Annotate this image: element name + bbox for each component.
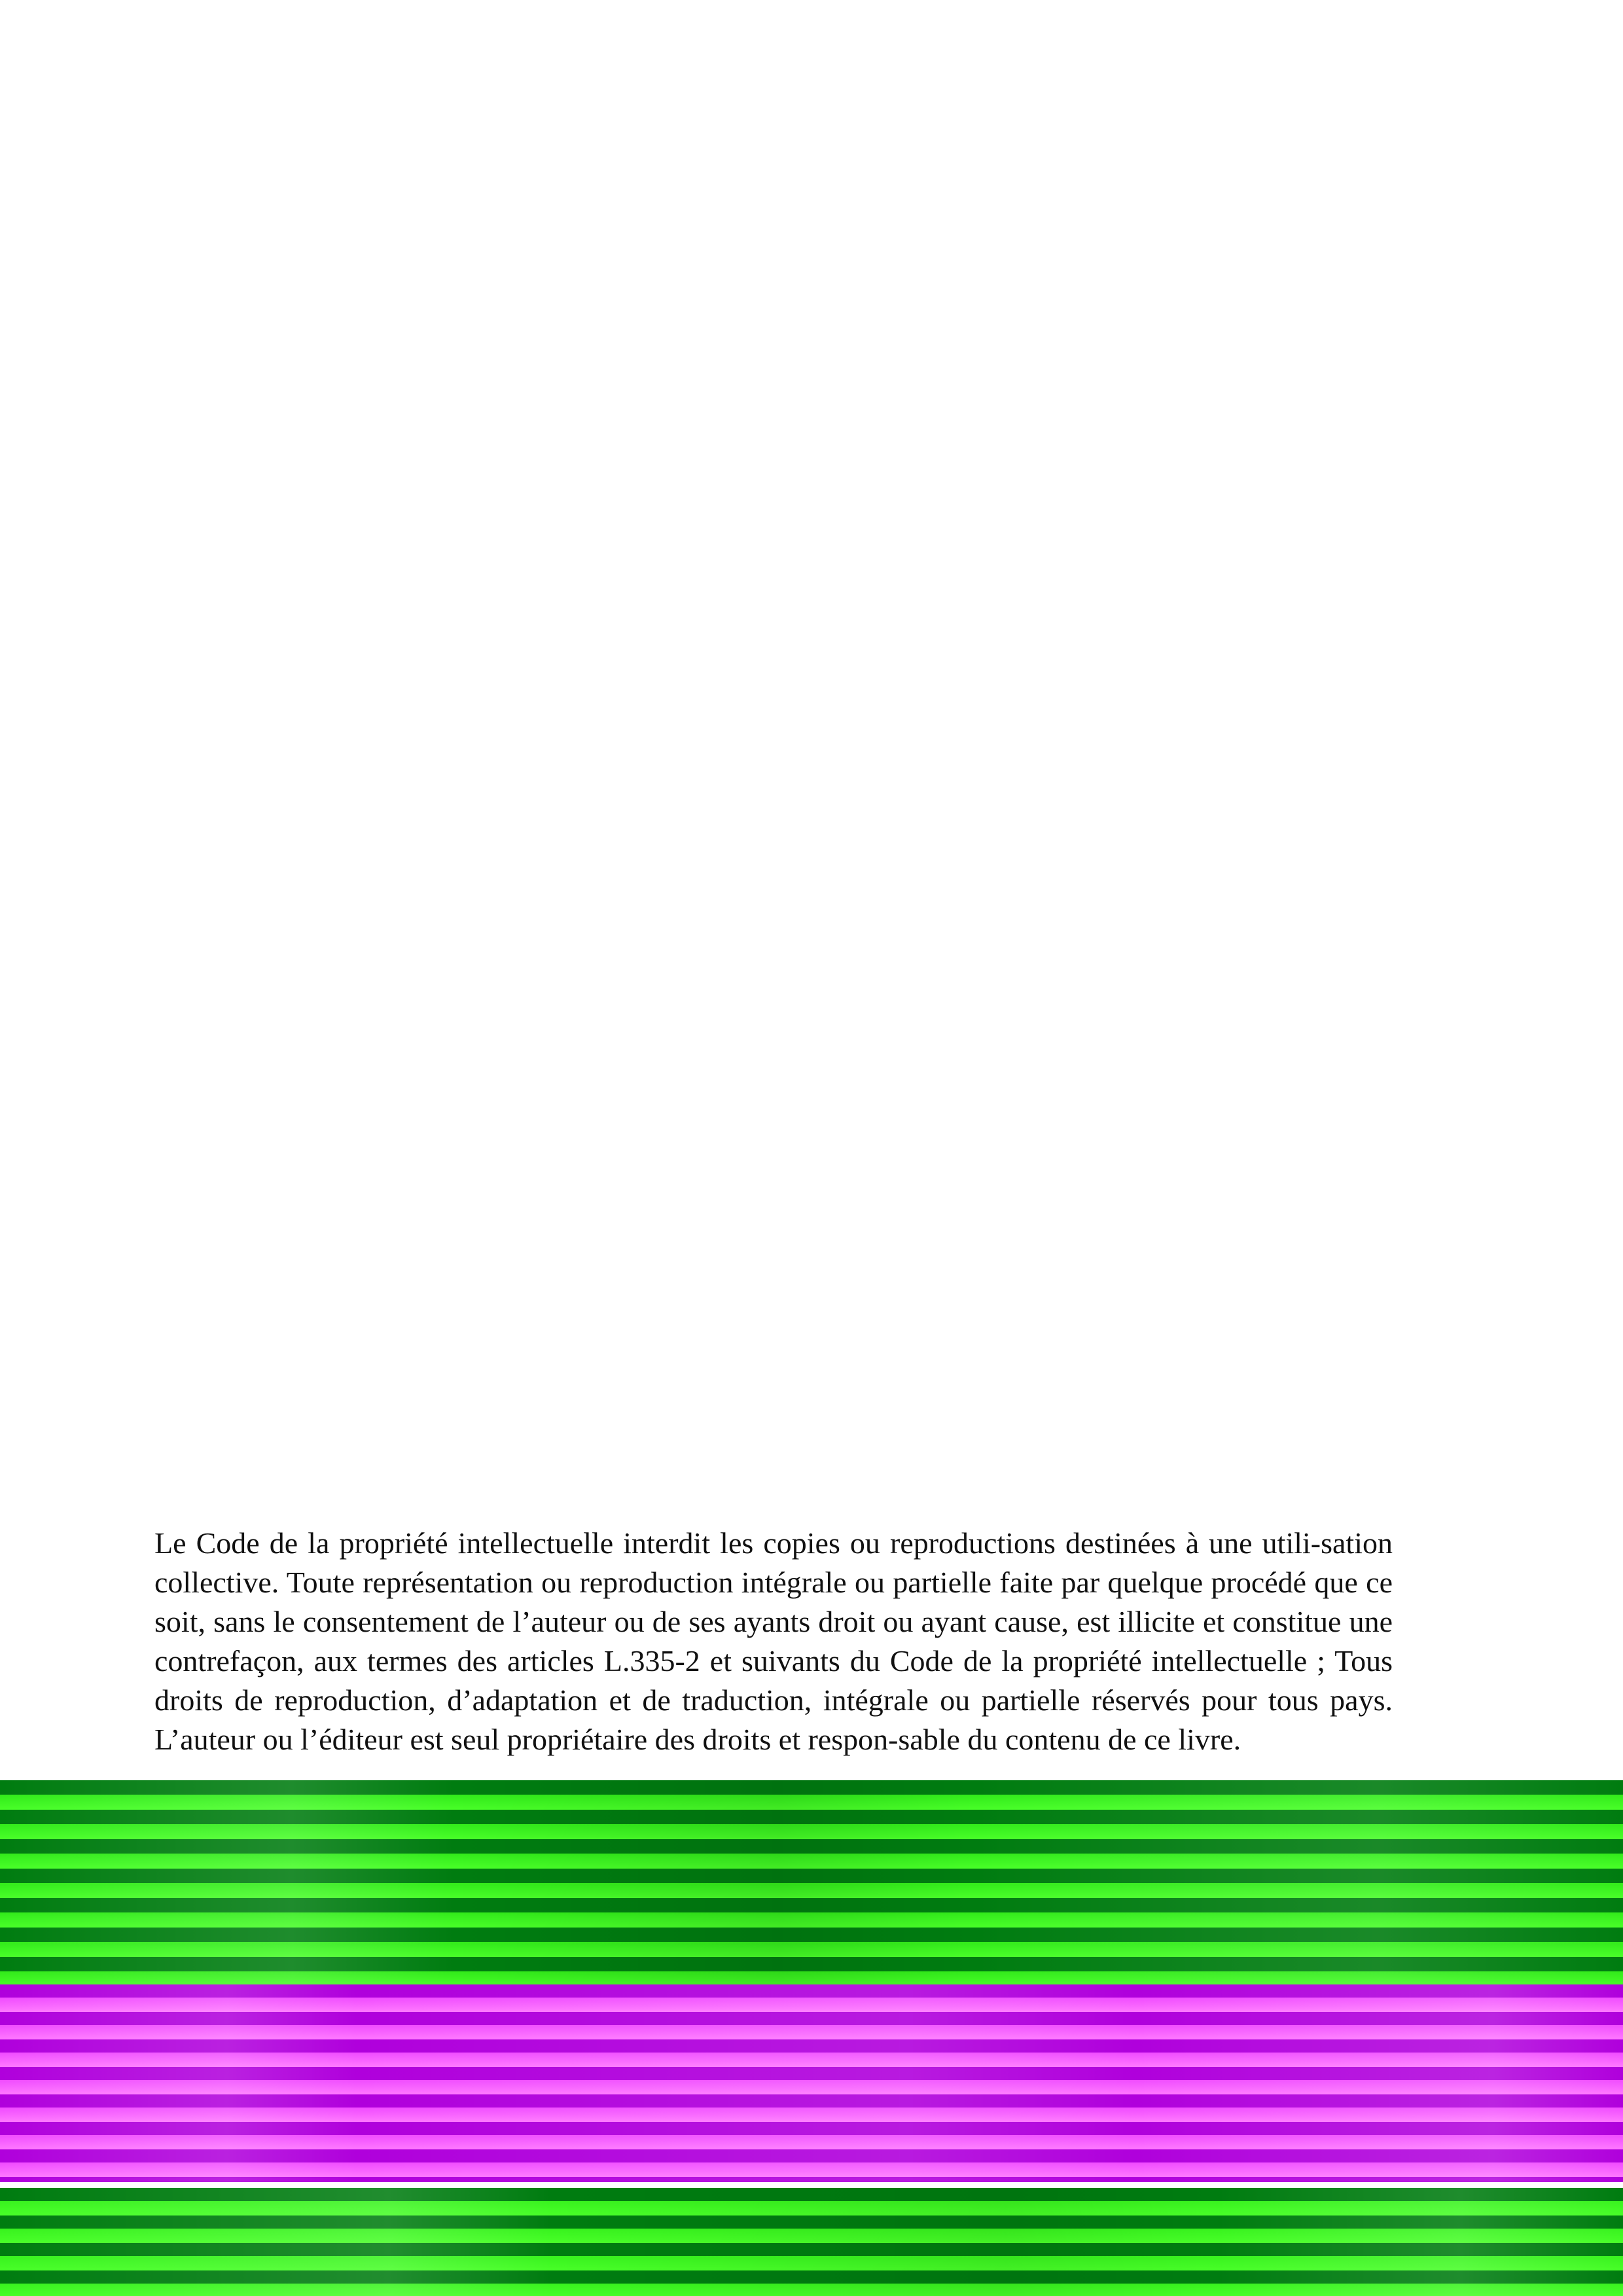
green-render-artifact-band [0, 1780, 1623, 1984]
lower-green-render-artifact-band [0, 2188, 1623, 2296]
render-artifact-gap [0, 2182, 1623, 2188]
copyright-notice: Le Code de la propriété intellectuelle interdit les copies ou reproductions destinées à une utili-sation collective. Toute représentation ou reproduction intégrale ou partielle faite par quelque procédé que ce soit, sans le consentement de l’auteur ou de ses ayants droit ou ayant cause, est illicite et constitue une contrefaçon, aux termes des articles L.335-2 et suivants du Code de la propriété intellectuelle ; Tous droits de reproduction, d’adaptation et de traduction, intégrale ou partielle réservés pour tous pays. L’auteur ou l’éditeur est seul propriétaire des droits et respon-sable du contenu de ce livre. [154, 1526, 1393, 1756]
magenta-render-artifact-band [0, 1984, 1623, 2182]
